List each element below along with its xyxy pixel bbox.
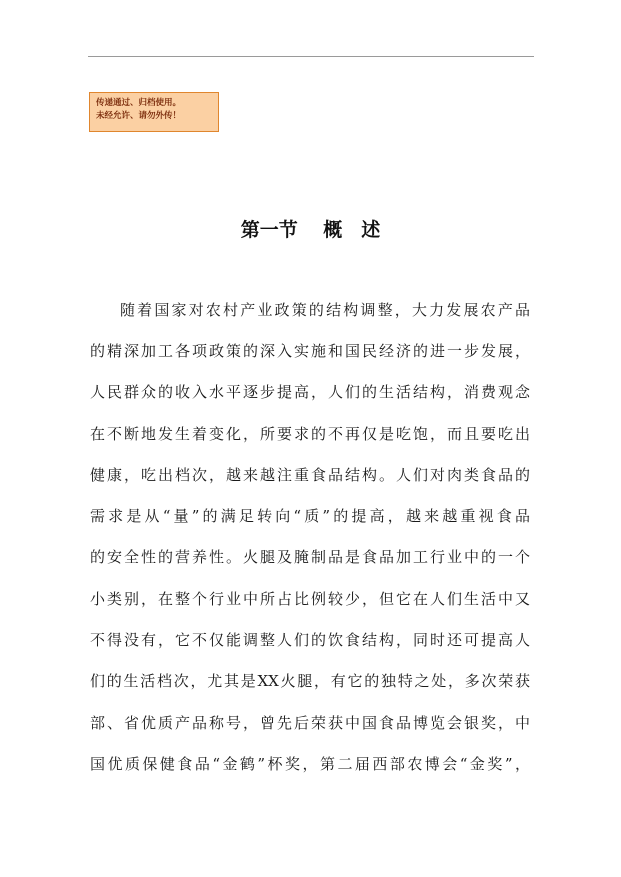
stamp-line-1: 传递通过、归档使用。	[96, 98, 182, 108]
paragraph-line: 需求是从“量”的满足转向“质”的提高，越来越重视食品	[90, 507, 530, 525]
paragraph-line: 的精深加工各项政策的深入实施和国民经济的进一步发展，	[90, 342, 530, 360]
paragraph-line: 在不断地发生着变化，所要求的不再仅是吃饱，而且要吃出	[90, 425, 530, 443]
section-title: 第一节 概 述	[240, 219, 381, 241]
paragraph-line: 小类别，在整个行业中所占比例较少，但它在人们生活中又	[90, 590, 530, 608]
header-rule	[88, 56, 534, 57]
paragraph-line: 国优质保健食品“金鹤”杯奖，第二届西部农博会“金奖”，	[90, 755, 530, 773]
paragraph-line: 随着国家对农村产业政策的结构调整，大力发展农产品	[120, 301, 530, 319]
paragraph-line: 不得没有，它不仅能调整人们的饮食结构，同时还可提高人	[90, 631, 530, 649]
paragraph-line: 的安全性的营养性。火腿及腌制品是食品加工行业中的一个	[90, 548, 530, 566]
paragraph-line: 人民群众的收入水平逐步提高，人们的生活结构，消费观念	[90, 383, 530, 401]
paragraph-line: 们的生活档次，尤其是XX火腿，有它的独特之处，多次荣获	[90, 672, 530, 690]
stamp-line-2: 未经允许、请勿外传！	[96, 111, 182, 121]
paragraph-line: 健康，吃出档次，越来越注重食品结构。人们对肉类食品的	[90, 466, 530, 484]
confidential-stamp	[89, 92, 219, 132]
paragraph-line: 部、省优质产品称号，曾先后荣获中国食品博览会银奖，中	[90, 714, 530, 732]
